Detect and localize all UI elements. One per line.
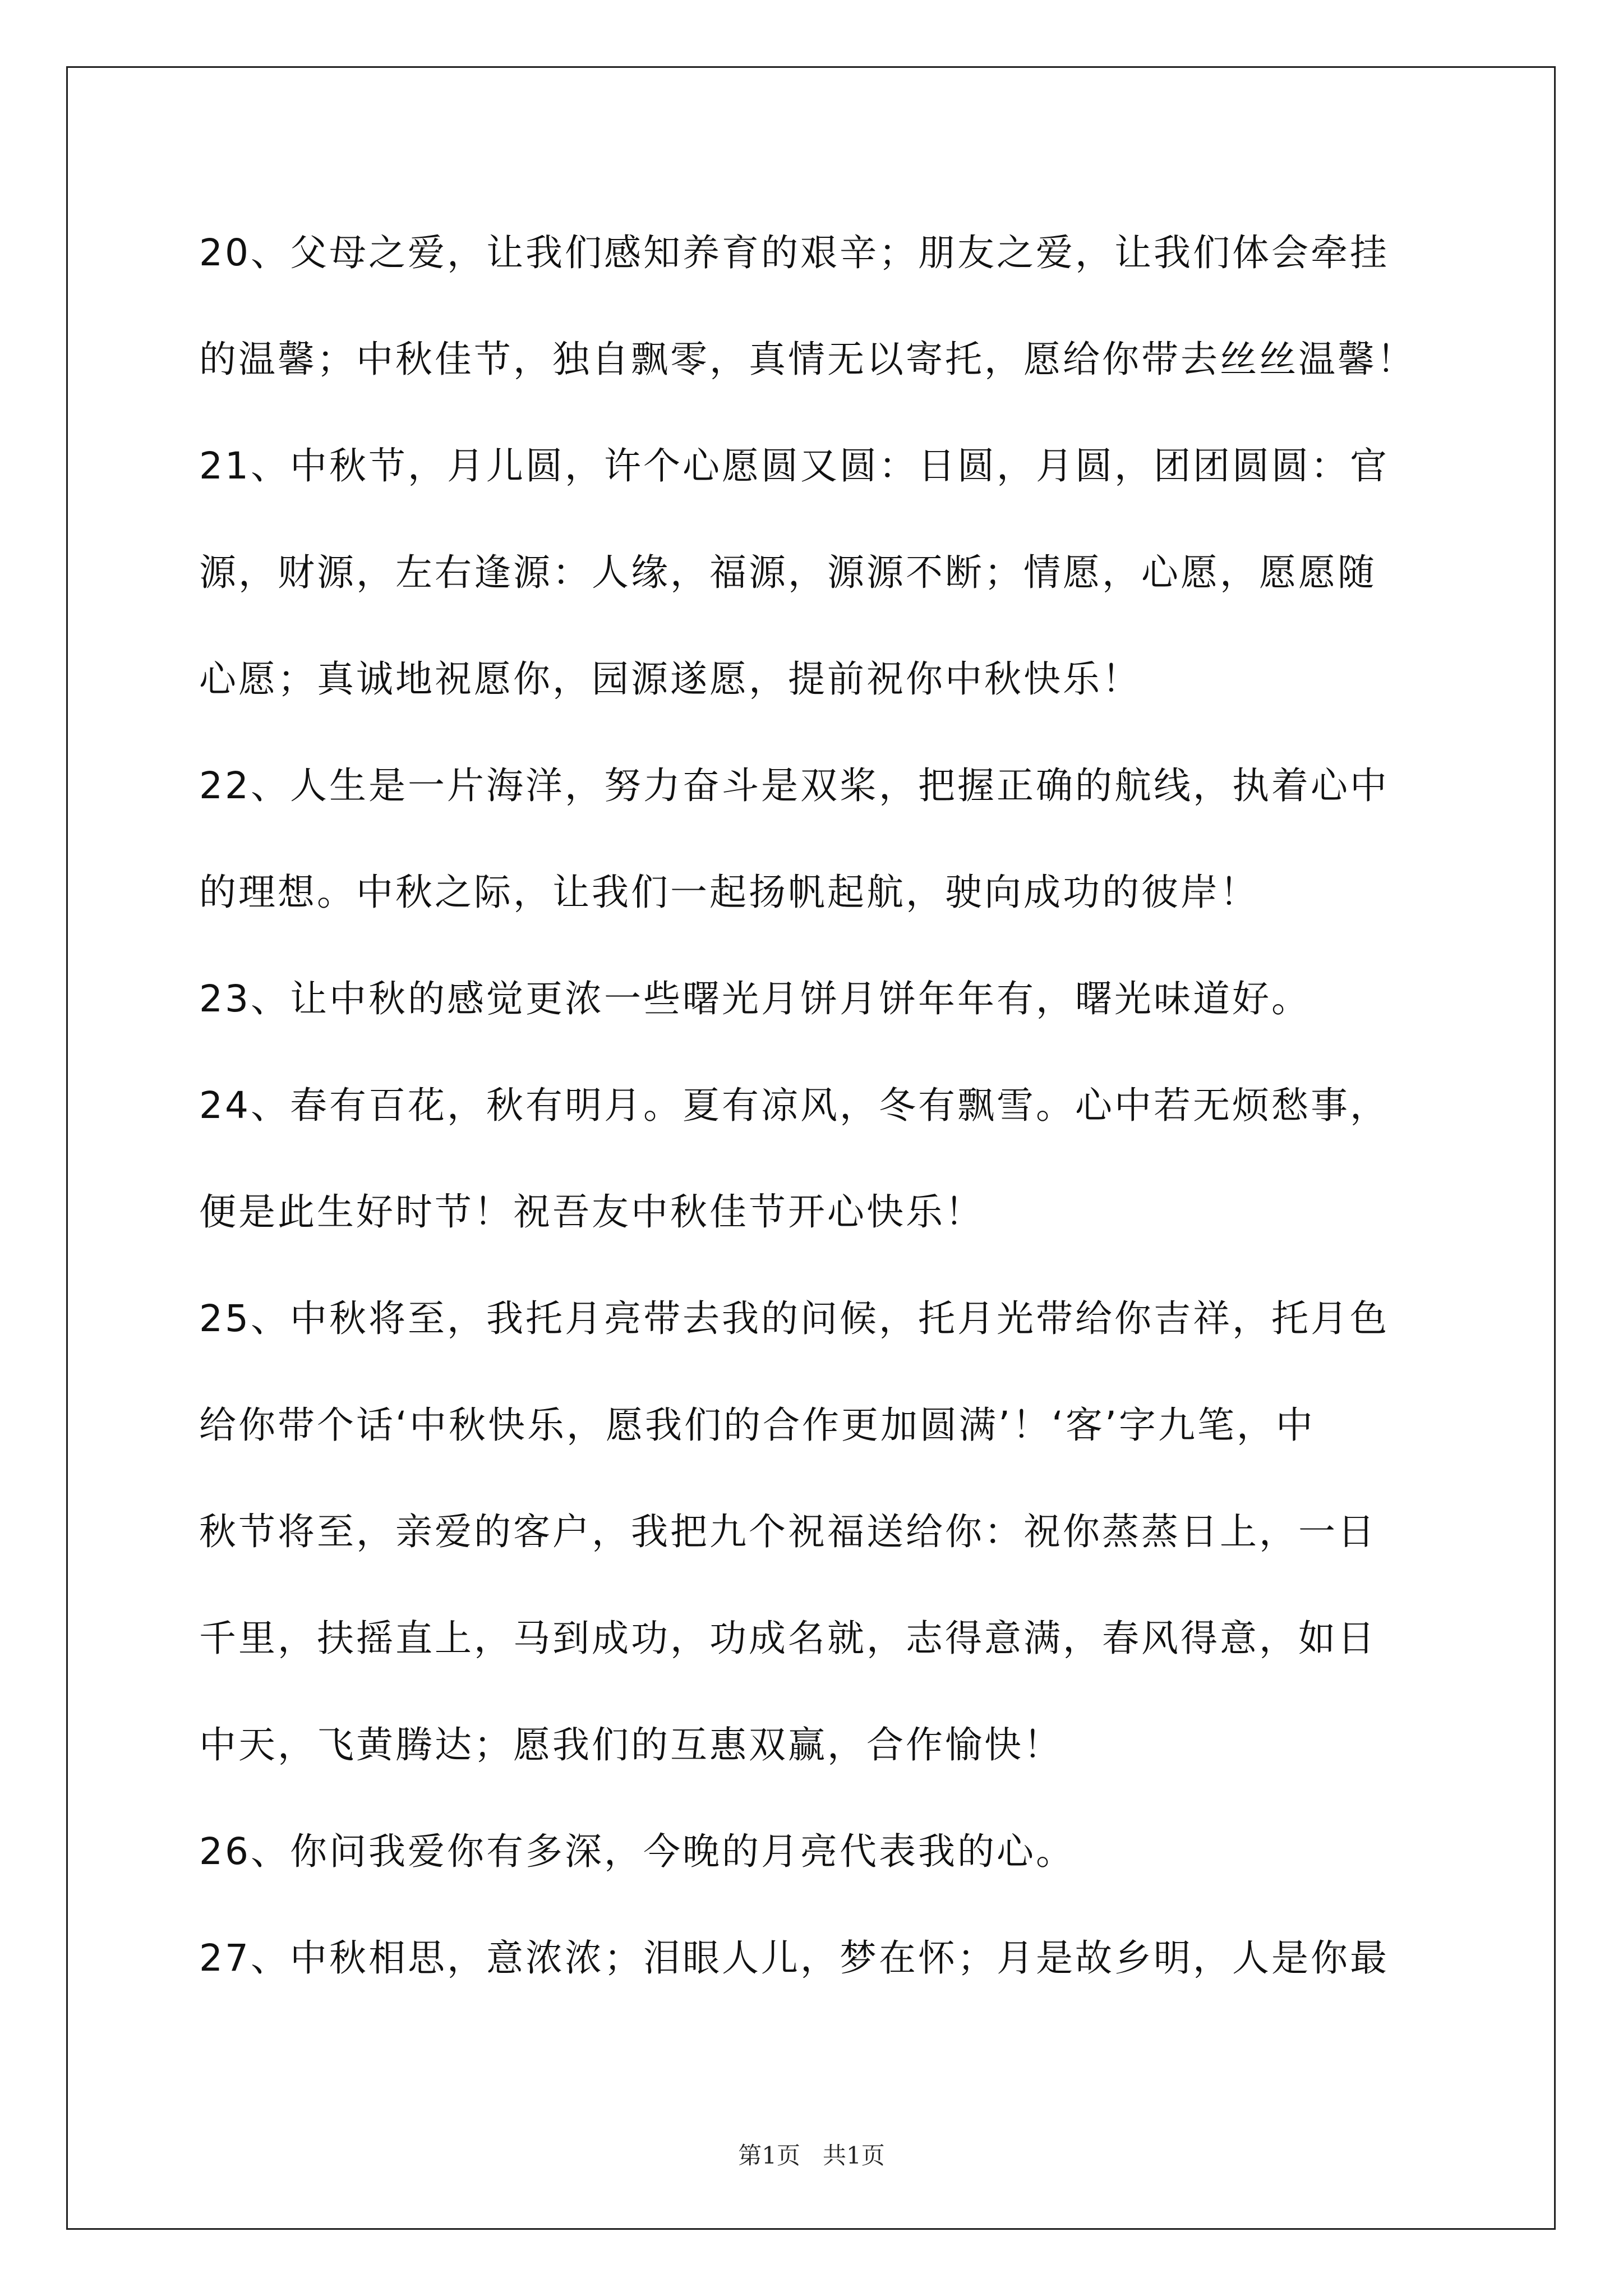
text-line: 中天，飞黄腾达；愿我们的互惠双赢，合作愉快！ bbox=[199, 1723, 1063, 1766]
text-line: 24、春有百花，秋有明月。夏有凉风，冬有飘雪。心中若无烦愁事， bbox=[199, 1084, 1389, 1127]
text-line: 22、人生是一片海洋，努力奋斗是双桨，把握正确的航线，执着心中 bbox=[199, 764, 1389, 807]
document-body bbox=[199, 223, 1438, 2035]
text-line: 的温馨；中秋佳节，独自飘零，真情无以寄托，愿给你带去丝丝温馨！ bbox=[199, 338, 1416, 381]
text-line: 26、你问我爱你有多深，今晚的月亮代表我的心。 bbox=[199, 1830, 1075, 1873]
text-line: 20、父母之爱，让我们感知养育的艰辛；朋友之爱，让我们体会牵挂 bbox=[199, 231, 1389, 274]
text-line: 21、中秋节，月儿圆，许个心愿圆又圆：日圆，月圆，团团圆圆：官 bbox=[199, 444, 1389, 487]
text-line: 的理想。中秋之际，让我们一起扬帆起航，驶向成功的彼岸！ bbox=[199, 871, 1259, 914]
text-line: 给你带个话‘中秋快乐，愿我们的合作更加圆满’！‘客’字九笔，中 bbox=[199, 1404, 1315, 1447]
text-line: 心愿；真诚地祝愿你，园源遂愿，提前祝你中秋快乐！ bbox=[199, 657, 1141, 701]
text-line: 千里，扶摇直上，马到成功，功成名就，志得意满，春风得意，如日 bbox=[199, 1617, 1377, 1660]
text-line: 23、让中秋的感觉更浓一些曙光月饼月饼年年有，曙光味道好。 bbox=[199, 977, 1311, 1020]
text-line: 便是此生好时节！祝吾友中秋佳节开心快乐！ bbox=[199, 1190, 984, 1234]
text-line: 源，财源，左右逢源：人缘，福源，源源不断；情愿，心愿，愿愿随 bbox=[199, 551, 1377, 594]
text-line: 秋节将至，亲爱的客户，我把九个祝福送给你：祝你蒸蒸日上，一日 bbox=[199, 1510, 1377, 1553]
page-number-footer: 第1页 共1页 bbox=[738, 2142, 885, 2169]
text-line: 25、中秋将至，我托月亮带去我的问候，托月光带给你吉祥，托月色 bbox=[199, 1297, 1389, 1340]
text-line: 27、中秋相思，意浓浓；泪眼人儿，梦在怀；月是故乡明，人是你最 bbox=[199, 1936, 1389, 1980]
